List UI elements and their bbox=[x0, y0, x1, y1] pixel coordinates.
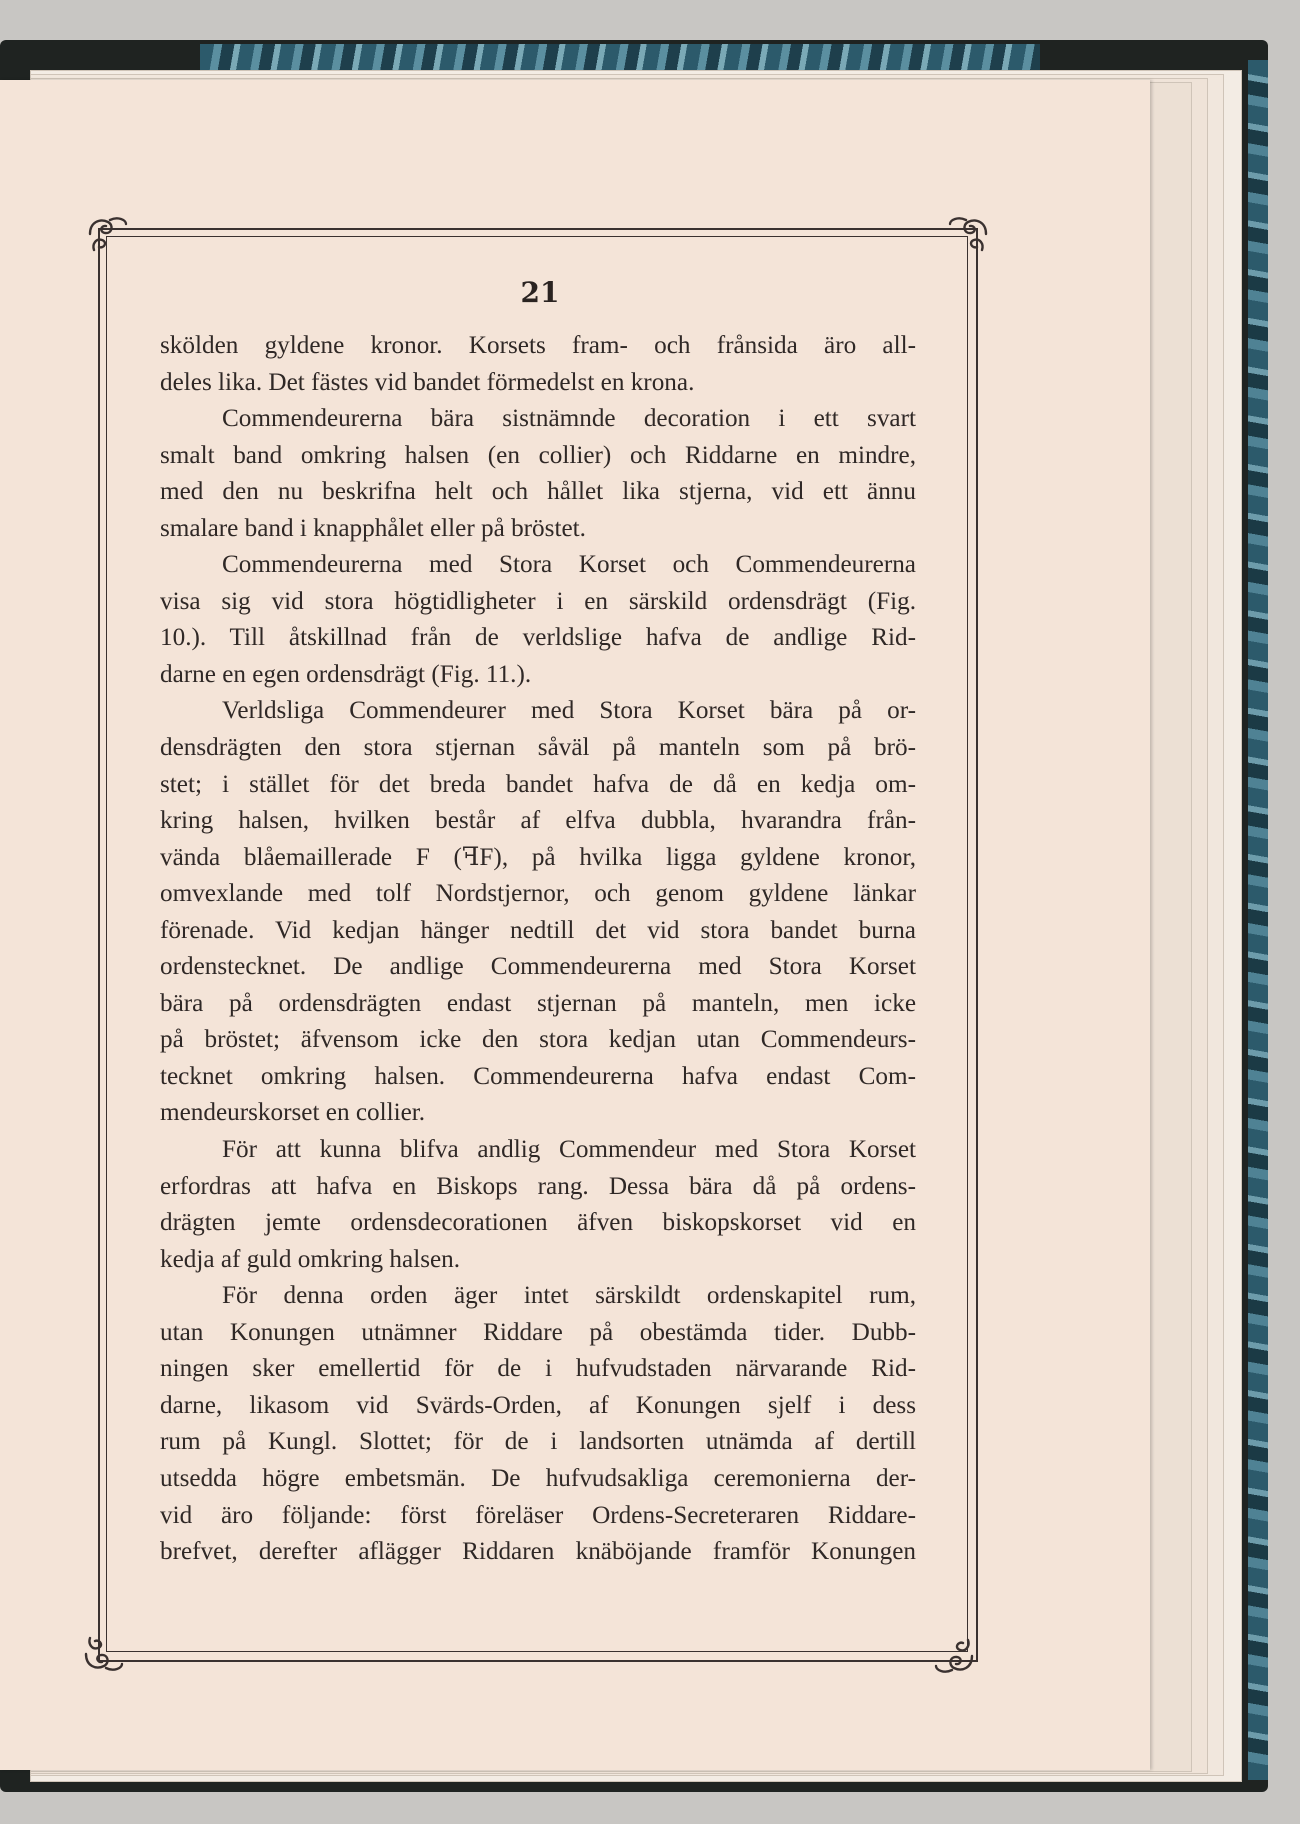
text-line: vända blåemaillerade F (ꟻF), på hvilka ligga gyldene kronor, bbox=[160, 843, 916, 871]
text-line: kring halsen, hvilken består af elfva dubbla, hvarandra från- bbox=[160, 807, 916, 835]
text-line: brefvet, derefter aflägger Riddaren knäböjande framför Konungen bbox=[160, 1538, 916, 1566]
page-number: 21 bbox=[520, 276, 560, 309]
text-line: erfordras att hafva en Biskops rang. Dessa bära då på ordens- bbox=[160, 1172, 916, 1200]
text-line: Commendeurerna bära sistnämnde decoration i ett svart bbox=[222, 405, 916, 433]
text-line: utan Konungen utnämner Riddare på obestämda tider. Dubb- bbox=[160, 1318, 916, 1346]
text-line: För denna orden äger intet särskildt ordenskapitel rum, bbox=[222, 1282, 916, 1310]
text-line: rum på Kungl. Slottet; för de i landsorten utnämda af dertill bbox=[160, 1428, 916, 1456]
text-line: skölden gyldene kronor. Korsets fram- och frånsida äro all- bbox=[160, 332, 916, 359]
text-line: För att kunna blifva andlig Commendeur med Stora Korset bbox=[222, 1136, 916, 1164]
text-line: mendeurskorset en collier. bbox=[160, 1099, 426, 1127]
text-line: smalare band i knapphålet eller på bröstet. bbox=[160, 514, 586, 542]
text-line: visa sig vid stora högtidligheter i en särskild ordensdrägt (Fig. bbox=[160, 587, 916, 615]
corner-ornament-icon bbox=[86, 214, 130, 258]
text-line: stet; i stället för det breda bandet hafva de då en kedja om- bbox=[160, 770, 916, 798]
text-line: bära på ordensdrägten endast stjernan på manteln, men icke bbox=[160, 989, 916, 1017]
text-line: Commendeurerna med Stora Korset och Commendeurerna bbox=[222, 551, 916, 579]
marbled-endpaper-right bbox=[1248, 60, 1268, 1780]
text-line: utsedda högre embetsmän. De hufvudsakliga ceremonierna der- bbox=[160, 1464, 916, 1492]
marbled-endpaper-top bbox=[200, 44, 1040, 70]
text-line: smalt band omkring halsen (en collier) och Riddarne en mindre, bbox=[160, 441, 916, 469]
corner-ornament-icon bbox=[82, 1630, 126, 1674]
text-line: på bröstet; äfvensom icke den stora kedjan utan Commendeurs- bbox=[160, 1026, 916, 1054]
text-line: darne, likasom vid Svärds-Orden, af Konungen sjelf i dess bbox=[160, 1391, 916, 1419]
text-line: tecknet omkring halsen. Commendeurerna hafva endast Com- bbox=[160, 1062, 916, 1090]
text-line: densdrägten den stora stjernan såväl på manteln som på brö- bbox=[160, 734, 916, 762]
text-line: med den nu beskrifna helt och hållet lika stjerna, vid ett ännu bbox=[160, 478, 916, 506]
text-line: förenade. Vid kedjan hänger nedtill det vid stora bandet burna bbox=[160, 916, 916, 944]
body-text bbox=[160, 328, 916, 1571]
text-line: omvexlande med tolf Nordstjernor, och genom gyldene länkar bbox=[160, 880, 916, 908]
text-line: darne en egen ordensdrägt (Fig. 11.). bbox=[160, 660, 532, 688]
text-line: Verldsliga Commendeurer med Stora Korset bära på or- bbox=[222, 697, 916, 725]
text-line: ningen sker emellertid för de i hufvudstaden närvarande Rid- bbox=[160, 1355, 916, 1383]
text-line: 10.). Till åtskillnad från de verldslige hafva de andlige Rid- bbox=[160, 624, 916, 652]
text-line: vid äro följande: först föreläser Ordens-Secreteraren Riddare- bbox=[160, 1501, 916, 1529]
text-line: deles lika. Det fästes vid bandet förmedelst en krona. bbox=[160, 368, 695, 396]
text-line: kedja af guld omkring halsen. bbox=[160, 1245, 461, 1273]
corner-ornament-icon bbox=[946, 214, 990, 258]
text-line: drägten jemte ordensdecorationen äfven biskopskorset vid en bbox=[160, 1209, 916, 1237]
text-line: ordenstecknet. De andlige Commendeurerna med Stora Korset bbox=[160, 953, 916, 981]
corner-ornament-icon bbox=[932, 1632, 976, 1676]
